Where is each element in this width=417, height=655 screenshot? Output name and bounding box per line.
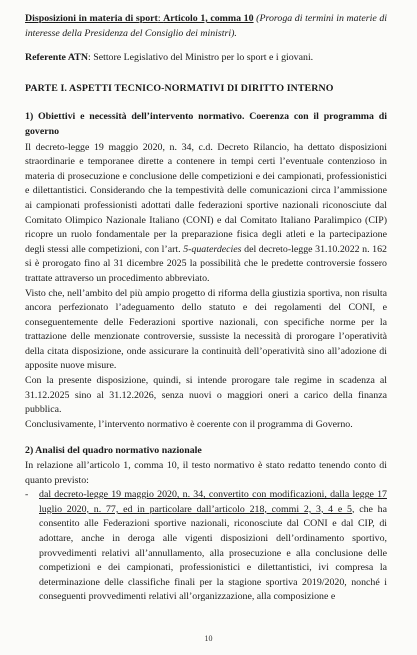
paragraph-text: Il decreto-legge 19 maggio 2020, n. 34, c.d. Decreto Rilancio, ha dettato disposizioni straordinarie e temporanee dirette a contenere in tempi certi l’eventuale contenzioso in materia di prosecuzione e conclusione delle competizioni e dei campionati, professionistici e dilettantistici. Considerando che la tempestività delle comunicazioni circa l’ammissione ai campionati professionisti adottati dalle federazioni sportive nazionali riconosciute dal Comitato Olimpico Nazionale Italiano (CONI) e dal Comitato Italiano Paralimpico (CIP) ricopre un ruolo fondamentale per la preparazione fisica degli atleti e la partecipazione degli stessi alle competizioni, con l’art.	[25, 141, 387, 255]
paragraph-text: del decreto-legge 31.10.2022 n. 162 si è prorogato fino al 31 dicembre 2025 la possibilità che le predette controversie fossero trattate attraverso un procedimento abbreviato.	[25, 243, 387, 284]
list-item-text	[39, 488, 387, 605]
referente-label: Referente ATN	[25, 52, 88, 64]
section-1-paragraph-2: Visto che, nell’ambito del più ampio progetto di riforma della giustizia sportiva, non risulta ancora perfezionato l’adeguamento dello statuto e dei regolamenti del CONI, e conseguentemente delle Federazioni sportive nazionali, con specifiche norme per la trattazione delle menzionate controversie, sussiste la necessità di prorogare l’operatività della citata disposizione, onde assicurare la continuità dell’operatività sino all’adozione di apposite nuove misure.	[25, 287, 387, 372]
paragraph-italic-term: 5-quaterdecies	[183, 243, 242, 255]
section-1-paragraph-4: Conclusivamente, l’intervento normativo è coerente con il programma di Governo.	[25, 418, 353, 430]
list-bullet: -	[25, 489, 29, 501]
section-1-paragraph-3: Con la presente disposizione, quindi, si intende prorogare tale regime in scadenza al 31.12.2025 sino al 31.12.2026, senza nuovi o maggiori oneri a carico della finanza pubblica.	[25, 375, 387, 416]
header-article: Articolo 1, comma 10	[163, 13, 254, 24]
list-item-description: , che ha consentito alle Federazioni sportive nazionali, riconosciute dal CONI e dal CIP, di adottare, anche in deroga alle vigenti disposizioni dell’ordinamento sportivo, provvedimenti relativi all’annullamento, alla prosecuzione e alla conclusione delle competizioni e dei campionati, professionistici e dilettantistici, ivi compresa la determinazione delle classifiche finali per la stagione sportiva 2019/2020, nonché i conseguenti provvedimenti relativi all’organizzazione, alla composizione e	[39, 503, 387, 603]
section-2-heading: 2) Analisi del quadro normativo nazionale	[25, 445, 202, 457]
document-header	[25, 12, 387, 41]
page-number: 10	[204, 634, 213, 643]
section-spacer	[25, 432, 387, 444]
header-separator: :	[157, 13, 164, 24]
referente-line	[25, 51, 387, 66]
referente-text: : Settore Legislativo del Ministro per lo sport e i giovani.	[87, 52, 314, 64]
section-1-heading: 1) Obiettivi e necessità dell’intervento normativo. Coerenza con il programma di governo	[25, 111, 387, 137]
section-2-intro: In relazione all’articolo 1, comma 10, il testo normativo è stato redatto tenendo conto di quanto previsto:	[25, 460, 387, 486]
section-1-paragraph-1	[25, 141, 387, 287]
part-heading: PARTE I. ASPETTI TECNICO-NORMATIVI DI DIRITTO INTERNO	[25, 82, 334, 94]
header-title: Disposizioni in materia di sport	[25, 13, 158, 24]
list-item-reference: dal decreto-legge 19 maggio 2020, n. 34, convertito con modificazioni, dalla legge 17 luglio 2020, n. 77, ed in particolare dall’articolo 218, commi 2, 3, 4 e 5	[39, 489, 387, 515]
list-item	[25, 488, 387, 605]
header-subtitle: (Proroga di termini in materie di interesse della Presidenza del Consiglio dei ministri).	[25, 13, 387, 39]
